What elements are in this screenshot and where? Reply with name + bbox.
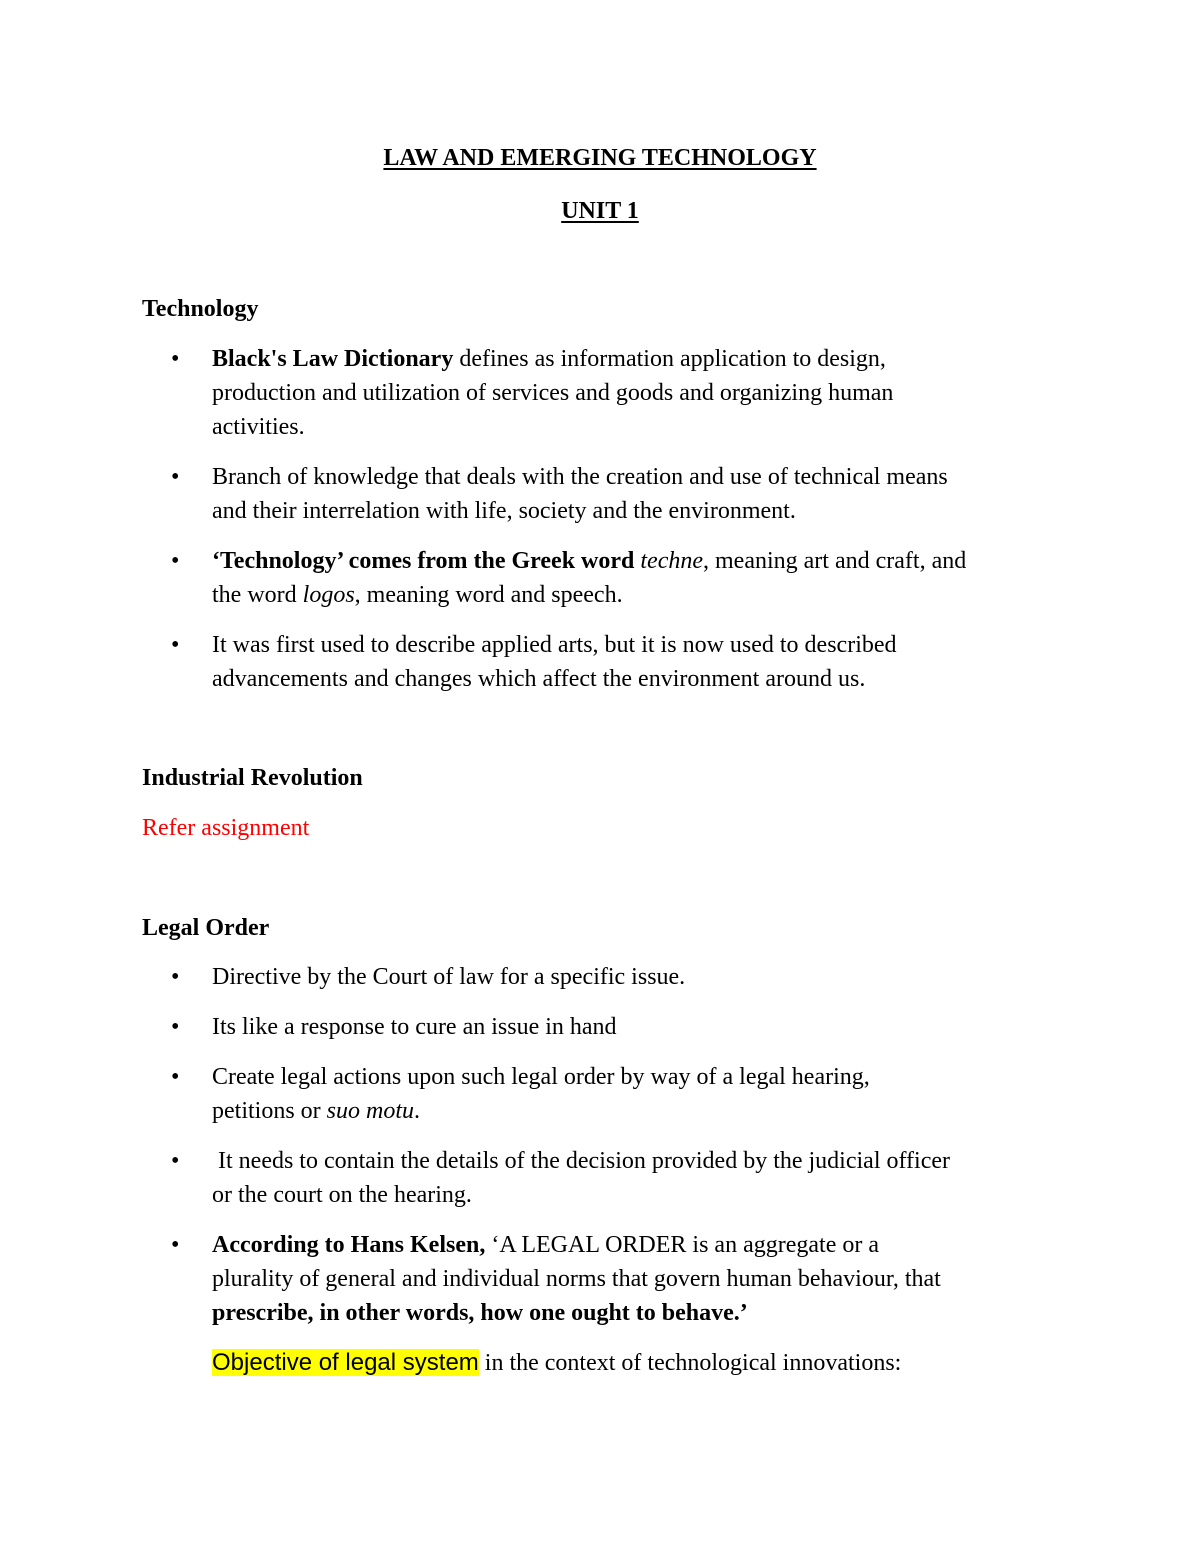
bullet-icon: • [171, 1148, 180, 1174]
list-item-line: petitions or suo motu. [212, 1098, 420, 1124]
list-item-line: or the court on the hearing. [212, 1182, 472, 1208]
kelsen-quote-start: ‘A LEGAL ORDER is an aggregate or a [491, 1232, 879, 1258]
list-item-line: Directive by the Court of law for a specific issue. [212, 964, 686, 990]
list-item-line: Create legal actions upon such legal order by way of a legal hearing, [212, 1064, 870, 1090]
list-item-line: It was first used to describe applied arts, but it is now used to described [212, 632, 897, 658]
bullet-icon: • [171, 1064, 180, 1090]
bullet-icon: • [171, 346, 180, 372]
bullet-icon: • [171, 964, 180, 990]
section-heading-industrial-revolution: Industrial Revolution [142, 765, 363, 791]
list-item [0, 460, 1092, 528]
bullet-icon: • [171, 632, 180, 658]
bullet-icon: • [171, 1014, 180, 1040]
kelsen-attribution: According to Hans Kelsen, [212, 1232, 492, 1258]
objective-rest-text: in the context of technological innovations: [478, 1350, 902, 1376]
list-item [0, 1010, 1092, 1044]
list-item-line: the word logos, meaning word and speech. [212, 582, 623, 608]
list-item [0, 544, 1092, 612]
list-item-line: and their interrelation with life, society and the environment. [212, 498, 796, 524]
unit-label: UNIT 1 [561, 198, 639, 224]
list-item-line: ‘Technology’ comes from the Greek word techne, meaning art and craft, and [212, 548, 967, 574]
objective-line [212, 1346, 901, 1380]
legal-order-bullet-list [0, 960, 1200, 1330]
list-item [0, 628, 1092, 696]
list-item [0, 342, 1092, 444]
bullet-icon: • [171, 464, 180, 490]
list-item-line: advancements and changes which affect the environment around us. [212, 666, 866, 692]
list-item-line: Its like a response to cure an issue in hand [212, 1014, 617, 1040]
section-heading-legal-order: Legal Order [142, 915, 270, 941]
document-title: LAW AND EMERGING TECHNOLOGY [383, 145, 817, 171]
list-item-line: Branch of knowledge that deals with the creation and use of technical means [212, 464, 948, 490]
list-item-line: prescribe, in other words, how one ought to behave.’ [212, 1300, 748, 1326]
refer-assignment-note: Refer assignment [142, 815, 310, 841]
list-item-line: It needs to contain the details of the decision provided by the judicial officer [212, 1148, 950, 1174]
bullet-icon: • [171, 548, 180, 574]
list-item [0, 1228, 1092, 1330]
list-item-line [212, 1228, 1092, 1262]
list-item-line: Black's Law Dictionary defines as information application to design, [212, 346, 886, 372]
technology-bullet-list [0, 342, 1200, 696]
section-heading-technology: Technology [142, 296, 259, 322]
list-item-line: production and utilization of services and goods and organizing human [212, 380, 894, 406]
list-item-line: activities. [212, 414, 305, 440]
list-item-line: plurality of general and individual norms that govern human behaviour, that [212, 1266, 941, 1292]
bullet-icon: • [171, 1232, 180, 1258]
list-item [0, 1144, 1092, 1212]
highlighted-phrase: Objective of legal system [212, 1349, 479, 1376]
list-item [0, 960, 1092, 994]
list-item [0, 1060, 1092, 1128]
